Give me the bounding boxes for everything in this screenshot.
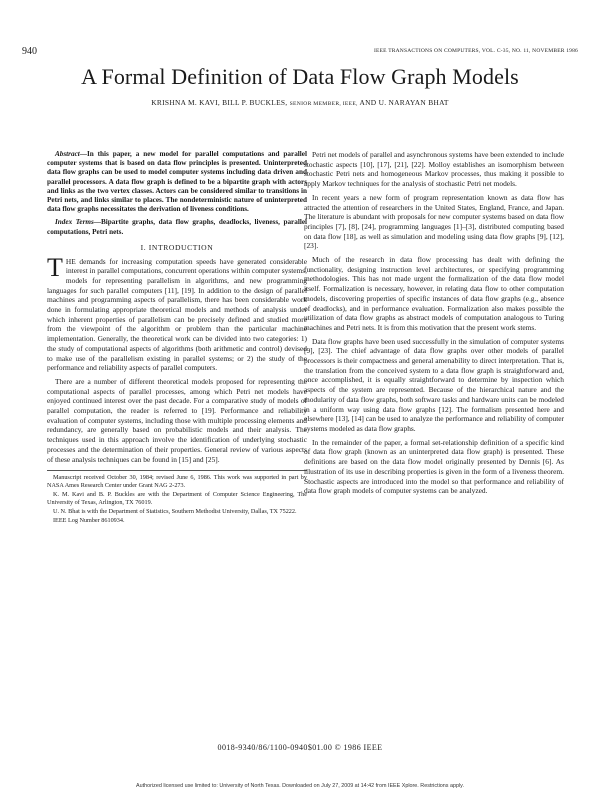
index-terms-text: Bipartite graphs, data flow graphs, deadlocks, liveness, parallel computations, Petri nets. [47, 218, 307, 236]
footnote-manuscript: Manuscript received October 30, 1984; revised June 6, 1986. This work was supported in part by NASA Ames Research Center under Grant NAG 2-273. [47, 474, 307, 490]
author-names-2: AND U. NARAYAN BHAT [359, 98, 449, 107]
intro-paragraph-4: In recent years a new form of program representation known as data flow has attracted the attention of researchers in the United States, England, France, and Japan. The literature is abundant with proposals for new computer systems based on data flow principles [7], [8], [24], programming languages [1]–[3], distributed computing based on data flow [18], as well as simulation and modeling using data flow graphs [9], [12], [23]. [304, 192, 564, 251]
paper-title: A Formal Definition of Data Flow Graph Models [81, 64, 519, 89]
author-names-1: KRISHNA M. KAVI, BILL P. BUCKLES, [151, 98, 288, 107]
copyright-line: 0018-9340/86/1100-0940$01.00 © 1986 IEEE [217, 743, 383, 752]
index-terms-label: Index Terms— [55, 218, 101, 227]
footnote-authors-1: K. M. Kavi and B. P. Buckles are with the Department of Computer Science Engineering, The University of Texas, Arlington, TX 76019. [47, 491, 307, 507]
intro-paragraph-7: In the remainder of the paper, a formal set-relationship definition of a specific kind of data flow graph (known as an uninterpreted data flow graph) is presented. These definitions are based on the data flow model originally presented by Dennis [6]. As illustration of its use in describing properties is given in the form of a liveness theorem. Stochastic aspects are introduced into the model so that performance and reliability of data flow graph models of computer systems can be analyzed. [304, 437, 564, 496]
section-heading-introduction: I. INTRODUCTION [140, 242, 214, 252]
index-terms [47, 218, 307, 236]
footnotes [47, 470, 307, 525]
author-line [0, 98, 600, 107]
right-column [304, 150, 564, 500]
intro-paragraph-1-text: HE demands for increasing computation speeds have generated considerable interest in parallel computations, concurrent operations within computer systems, models for representing parallelism in algorithms, and new programming languages for such parallel computers [11], [19]. In addition to the design of parallel machines and programming aspects of parallelism, there has been considerable work done in formulating appropriate theoretical models and methods of analysis under which inherent properties of parallelism can be precisely defined and studied more from the viewpoint of the algorithm or problem than the particular machine implementation. Generally, the theoretical work can be divided into two categories: 1) the study of computational aspects of algorithms (both arithmetic and control) devised to make use of the parallelism existing in parallel systems; or 2) the study of the performance and reliability aspects of parallel computers. [47, 256, 307, 373]
abstract [47, 150, 307, 214]
page-number: 940 [22, 46, 37, 57]
drop-cap: T [47, 252, 63, 282]
left-column [47, 150, 307, 526]
abstract-label: Abstract— [55, 150, 87, 158]
running-head: IEEE TRANSACTIONS ON COMPUTERS, VOL. C-35, NO. 11, NOVEMBER 1986 [374, 48, 578, 54]
abstract-text: In this paper, a new model for parallel computations and parallel computer systems that is based on data flow principles is presented. Uninterpreted data flow graphs can be used to model computer systems including data driven and parallel processors. A data flow graph is defined to be a bipartite graph with actors and links as the two vertex classes. Actors can be considered similar to transitions in Petri nets, and links similar to places. The nondeterministic nature of uninterpreted data flow graphs necessitates the derivation of liveness conditions. [47, 150, 307, 214]
intro-paragraph-2: There are a number of different theoretical models proposed for representing the computational aspects of parallel processes, among which Petri net models have enjoyed continued interest over the past decade. For a comparative study of models of parallel computation, the reader is referred to [19]. Performance and reliability evaluation of computer systems, including those with multiple processing elements and redundancy, are generally based on probabilistic models and their analysis. The techniques used in this approach involve the identification of underlying stochastic processes and the determination of their properties. General review of various aspects of these analysis techniques can be found in [15] and [25]. [47, 376, 307, 464]
footnote-authors-2: U. N. Bhat is with the Department of Statistics, Southern Methodist University, Dallas, TX 75222. [53, 508, 297, 516]
intro-paragraph-5: Much of the research in data flow processing has dealt with defining the functionality, designing instruction level architectures, or specifying programming methodologies. This has not made urgent the formalization of the data flow model itself. Formalization is necessary, however, in relating data flow to other computation models, discovering properties of specific instances of data flow graphs (e.g., absence of deadlocks), and in performance evaluation. Formalization also makes possible the utilization of data flow graphs as abstract models of computation analogous to Turing machines and Petri nets. It is from this motivation that the present work stems. [304, 255, 564, 332]
intro-paragraph-1 [47, 252, 307, 373]
footnote-log-number: IEEE Log Number 8610934. [53, 517, 125, 525]
license-footer: Authorized licensed use limited to: University of North Texas. Downloaded on July 27, 2009 at 14:42 from IEEE Xplore. Restrictions apply. [136, 783, 464, 789]
author-affiliation: SENIOR MEMBER, IEEE, [289, 101, 358, 107]
intro-paragraph-6: Data flow graphs have been used successfully in the simulation of computer systems [9], [23]. The chief advantage of data flow graphs over other models of parallel processors is their compactness and general amenability to direct interpretation. That is, the translation from the conceived system to a data flow graph is straightforward and, once accomplished, it is equally straightforward to determine by inspection which aspects of the system are represented. Because of the hierarchical nature and the modularity of data flow graphs, both software tasks and hardware units can be modeled in a uniform way using data flow graphs [12]. The formalism presented here and elsewhere [13], [14] can be used to analyze the performance and reliability of computer systems modeled as data flow graphs. [304, 336, 564, 433]
intro-paragraph-3: Petri net models of parallel and asynchronous systems have been extended to include stochastic aspects [10], [17], [21], [22]. Molloy establishes an isomorphism between stochastic Petri nets and homogeneous Markov processes, thus making it possible to apply Markov techniques for the analysis of stochastic Petri net models. [304, 150, 564, 189]
